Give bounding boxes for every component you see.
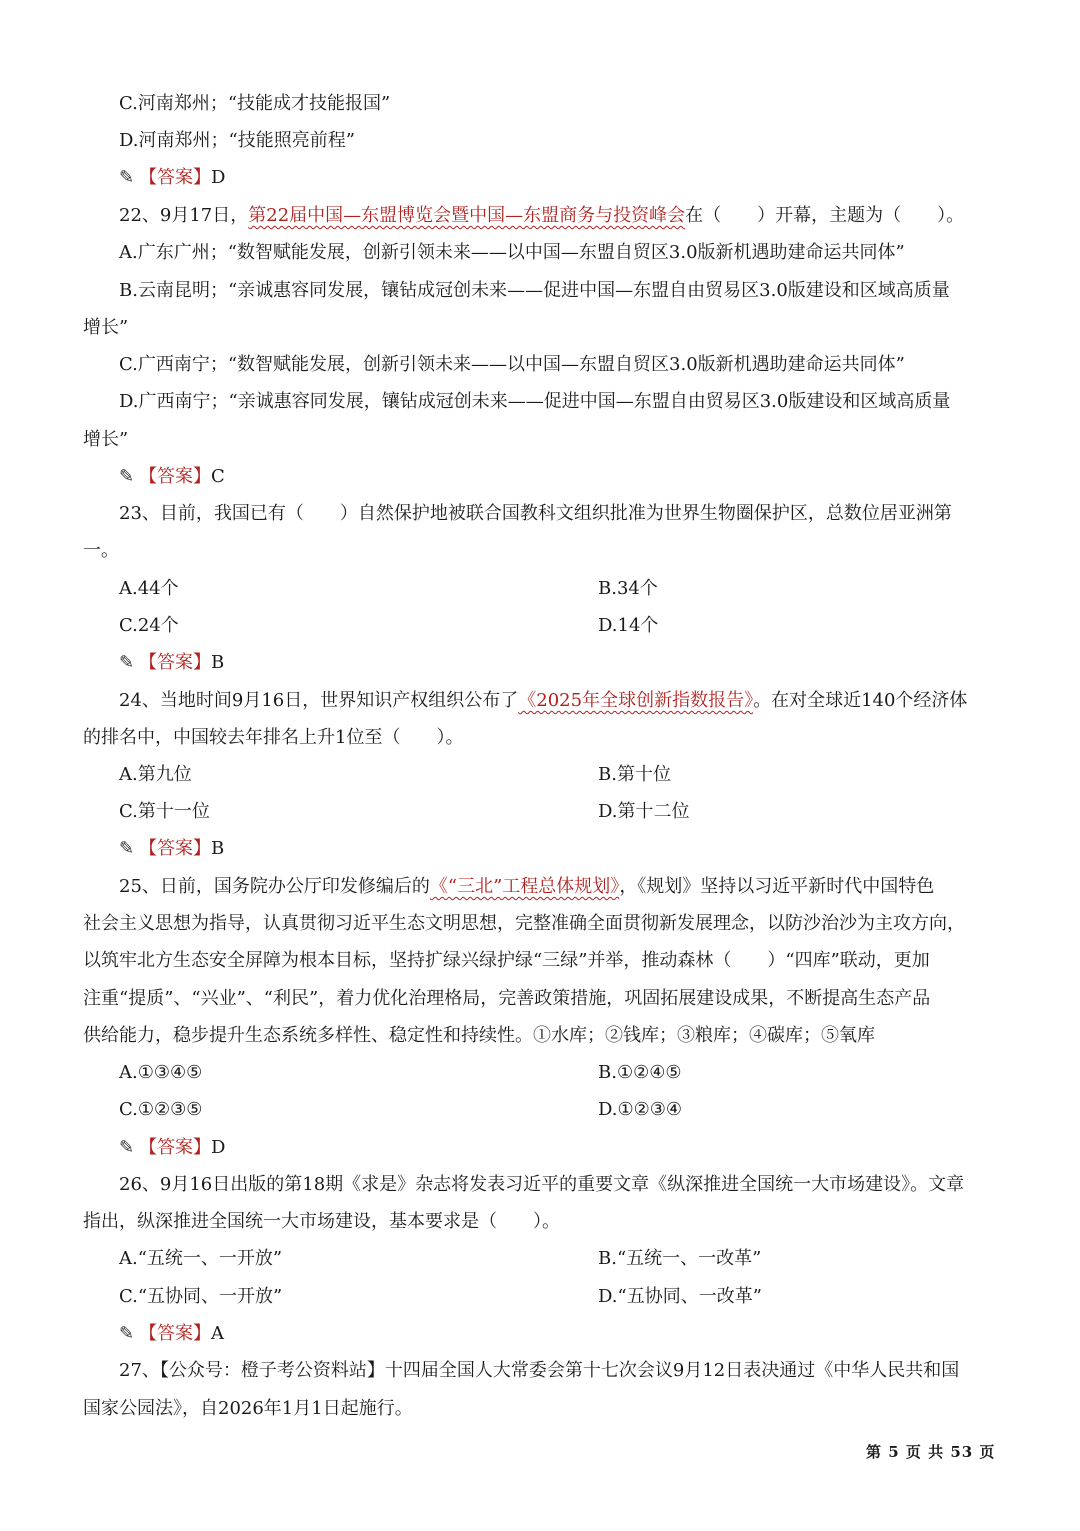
q25-option-b: B.①②④⑤ bbox=[598, 1062, 682, 1083]
q26-answer bbox=[119, 1321, 224, 1347]
q26-stem: 26、9月16日出版的第18期《求是》杂志将发表习近平的重要文章《纵深推进全国统一大市场建设》。文章 bbox=[119, 1174, 965, 1195]
answer-label: 【答案】 bbox=[139, 1323, 211, 1344]
q23-answer bbox=[119, 650, 224, 676]
q23-option-a: A.44个 bbox=[119, 578, 179, 599]
q24-option-a: A.第九位 bbox=[119, 764, 192, 785]
q23-stem-cont: 一。 bbox=[83, 540, 119, 561]
q24-stem-end: 。在对全球近140个经济体 bbox=[753, 690, 968, 711]
q24-option-b: B.第十位 bbox=[598, 764, 671, 785]
pencil-icon: ✎ bbox=[119, 1137, 135, 1158]
q25-stem-line5: 供给能力，稳步提升生态系统多样性、稳定性和持续性。①水库；②钱库；③粮库；④碳库；⑤氧库 bbox=[83, 1025, 875, 1046]
q22-option-d-cont: 增长” bbox=[83, 429, 129, 450]
q24-report-link[interactable]: 《2025年全球创新指数报告》 bbox=[518, 690, 754, 711]
q22-answer bbox=[119, 464, 225, 490]
answer-value: C bbox=[211, 466, 225, 487]
q25-stem-start: 25、日前，国务院办公厅印发修编后的 bbox=[119, 876, 430, 897]
q23-option-c: C.24个 bbox=[119, 615, 179, 636]
q25-answer bbox=[119, 1135, 225, 1161]
q22-option-b-cont: 增长” bbox=[83, 317, 129, 338]
answer-value: D bbox=[211, 1137, 226, 1158]
q23-stem: 23、目前，我国已有（ ）自然保护地被联合国教科文组织批准为世界生物圈保护区，总数位居亚洲第 bbox=[119, 503, 952, 524]
q22-option-b: B.云南昆明；“亲诚惠容同发展，镶钻成冠创未来——促进中国—东盟自由贸易区3.0版建设和区域高质量 bbox=[119, 280, 950, 301]
q22-stem-start: 22、9月17日， bbox=[119, 205, 249, 226]
q26-option-d: D.“五协同、一改革” bbox=[598, 1286, 762, 1307]
q24-stem-cont: 的排名中，中国较去年排名上升1位至（ ）。 bbox=[83, 727, 464, 748]
q26-stem-cont: 指出，纵深推进全国统一大市场建设，基本要求是（ ）。 bbox=[83, 1211, 560, 1232]
answer-value: B bbox=[211, 652, 225, 673]
pencil-icon: ✎ bbox=[119, 167, 135, 188]
q24-option-d: D.第十二位 bbox=[598, 801, 690, 822]
q26-option-b: B.“五统一、一改革” bbox=[598, 1248, 762, 1269]
q23-option-b: B.34个 bbox=[598, 578, 658, 599]
q27-stem-cont: 国家公园法》，自2026年1月1日起施行。 bbox=[83, 1398, 413, 1419]
q25-option-a: A.①③④⑤ bbox=[119, 1062, 203, 1083]
q21-option-c: C.河南郑州；“技能成才技能报国” bbox=[119, 93, 391, 114]
answer-label: 【答案】 bbox=[139, 1137, 211, 1158]
q22-option-d: D.广西南宁；“亲诚惠容同发展，镶钻成冠创未来——促进中国—东盟自由贸易区3.0版建设和区域高质量 bbox=[119, 391, 951, 412]
q22-option-a: A.广东广州；“数智赋能发展，创新引领未来——以中国—东盟自贸区3.0版新机遇助建命运共同体” bbox=[119, 242, 905, 263]
answer-value: B bbox=[211, 838, 225, 859]
q22-event-link[interactable]: 第22届中国—东盟博览会暨中国—东盟商务与投资峰会 bbox=[248, 205, 686, 226]
q26-option-c: C.“五协同、一开放” bbox=[119, 1286, 283, 1307]
q25-stem-line2: 社会主义思想为指导，认真贯彻习近平生态文明思想，完整准确全面贯彻新发展理念，以防沙治沙为主攻方向， bbox=[83, 913, 965, 934]
q22-stem bbox=[119, 203, 964, 229]
q24-stem bbox=[119, 688, 967, 714]
q21-option-d: D.河南郑州；“技能照亮前程” bbox=[119, 130, 355, 151]
answer-label: 【答案】 bbox=[139, 466, 211, 487]
q22-option-c: C.广西南宁；“数智赋能发展，创新引领未来——以中国—东盟自贸区3.0版新机遇助建命运共同体” bbox=[119, 354, 905, 375]
q25-option-d: D.①②③④ bbox=[598, 1099, 683, 1120]
answer-label: 【答案】 bbox=[139, 838, 211, 859]
pencil-icon: ✎ bbox=[119, 466, 135, 487]
q25-stem-line4: 注重“提质”、“兴业”、“利民”，着力优化治理格局，完善政策措施，巩固拓展建设成果，不断提高生态产品 bbox=[83, 988, 931, 1009]
page-number: 第 5 页 共 53 页 bbox=[866, 1443, 996, 1461]
pencil-icon: ✎ bbox=[119, 838, 135, 859]
q21-answer bbox=[119, 165, 225, 191]
q26-option-a: A.“五统一、一开放” bbox=[119, 1248, 283, 1269]
q25-stem-line3: 以筑牢北方生态安全屏障为根本目标，坚持扩绿兴绿护绿“三绿”并举，推动森林（ ）“四库”联动，更加 bbox=[83, 950, 930, 971]
answer-label: 【答案】 bbox=[139, 652, 211, 673]
q24-answer bbox=[119, 836, 224, 862]
answer-value: D bbox=[211, 167, 226, 188]
q24-option-c: C.第十一位 bbox=[119, 801, 210, 822]
pencil-icon: ✎ bbox=[119, 652, 135, 673]
q24-stem-start: 24、当地时间9月16日，世界知识产权组织公布了 bbox=[119, 690, 519, 711]
q23-option-d: D.14个 bbox=[598, 615, 659, 636]
q25-stem bbox=[119, 874, 934, 900]
pencil-icon: ✎ bbox=[119, 1323, 135, 1344]
answer-label: 【答案】 bbox=[139, 167, 211, 188]
answer-value: A bbox=[211, 1323, 224, 1344]
q25-plan-link[interactable]: 《“三北”工程总体规划》 bbox=[429, 876, 620, 897]
q22-stem-end: 在（ ）开幕，主题为（ ）。 bbox=[685, 205, 965, 226]
q25-stem-end: ，《规划》坚持以习近平新时代中国特色 bbox=[619, 876, 935, 897]
q25-option-c: C.①②③⑤ bbox=[119, 1099, 203, 1120]
q27-stem: 27、【公众号：橙子考公资料站】十四届全国人大常委会第十七次会议9月12日表决通过《中华人民共和国 bbox=[119, 1360, 960, 1381]
